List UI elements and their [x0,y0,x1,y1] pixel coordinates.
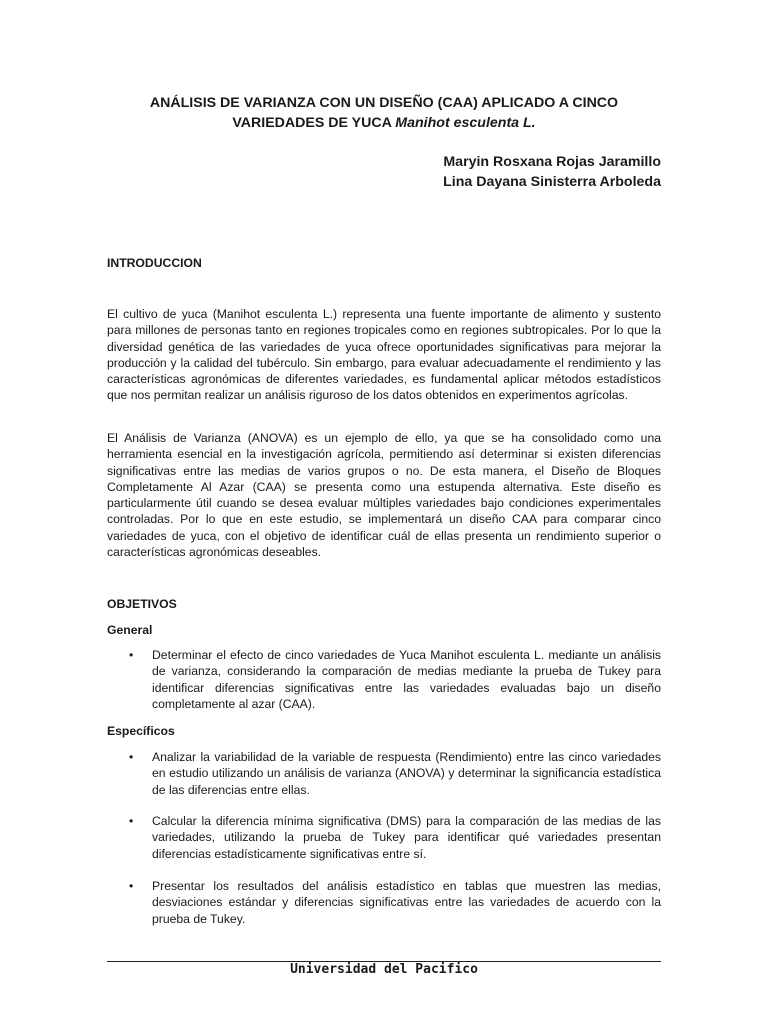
introduction-paragraph: El Análisis de Varianza (ANOVA) es un ejemplo de ello, ya que se ha consolidado como una herramienta esencial en la investigación agrícola, permitiendo así determinar si existen diferencias significativas entre las medias de varios grupos o no. De esta manera, el Diseño de Bloques Completamente Al Azar (CAA) se presenta como una estupenda alternativa. Este diseño es particularmente útil cuando se desea evaluar múltiples variedades bajo condiciones experimentales controladas. Por lo que en este estudio, se implementará un diseño CAA para comparar cinco variedades de yuca, con el objetivo de identificar cuál de ellas presenta un rendimiento superior o características agronómicas deseables. [107,431,661,560]
list-item-text: Analizar la variabilidad de la variable de respuesta (Rendimiento) entre las cinco variedades en estudio utilizando un análisis de varianza (ANOVA) y determinar la significancia estadística de las diferencias entre ellas. [152,750,661,797]
specific-objective-item [107,813,661,862]
general-objective-item [107,647,661,712]
author-list [443,152,661,192]
author-name: Lina Dayana Sinisterra Arboleda [443,174,661,190]
bullet-icon: • [129,648,134,662]
objectives-heading: OBJETIVOS [107,597,177,611]
document-title [107,93,661,133]
specific-objectives-heading: Específicos [107,724,175,738]
bullet-icon: • [129,814,134,828]
introduction-heading: INTRODUCCION [107,256,202,270]
specific-objective-item [107,878,661,927]
introduction-paragraph: El cultivo de yuca (Manihot esculenta L.) representa una fuente importante de alimento y sustento para millones de personas tanto en regiones tropicales como en regiones subtropicales. Por lo que la diversidad genética de las variedades de yuca ofrece oportunidades significativas para mejorar la producción y la calidad del tubérculo. Sin embargo, para evaluar adecuadamente el rendimiento y las características agronómicas de diferentes variedades, es fundamental aplicar métodos estadísticos que nos permitan realizar un análisis riguroso de los datos obtenidos en experimentos agrícolas. [107,307,661,403]
title-scientific-name: Manihot esculenta L. [395,115,536,131]
list-item-text: Presentar los resultados del análisis estadístico en tablas que muestren las medias, desviaciones estándar y diferencias significativas entre las variedades de acuerdo con la prueba de Tukey. [152,879,661,926]
specific-objective-item [107,749,661,798]
footer-text: Universidad del Pacifico [290,962,478,977]
title-main: ANÁLISIS DE VARIANZA CON UN DISEÑO (CAA) APLICADO A CINCO VARIEDADES DE YUCA [149,95,619,131]
author-name: Maryin Rosxana Rojas Jaramillo [443,154,661,170]
bullet-icon: • [129,879,134,893]
general-objective-heading: General [107,623,153,637]
bullet-icon: • [129,750,134,764]
list-item-text: Calcular la diferencia mínima significativa (DMS) para la comparación de las medias de las variedades, utilizando la prueba de Tukey para identificar qué variedades presentan diferencias estadísticamente significativas entre sí. [152,814,661,861]
list-item-text: Determinar el efecto de cinco variedades de Yuca Manihot esculenta L. mediante un análisis de varianza, considerando la comparación de medias mediante la prueba de Tukey para identificar diferencias significativas entre las variedades evaluadas bajo un diseño completamente al azar (CAA). [152,648,661,711]
